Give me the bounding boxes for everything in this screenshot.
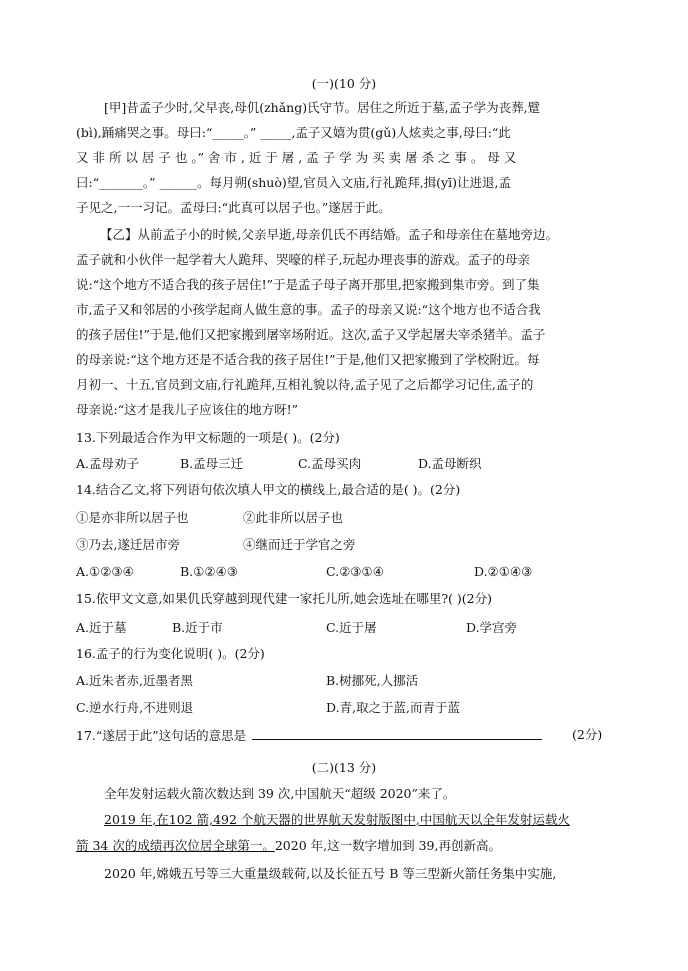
question-17-stem: 17.“遂居于此”这句话的意思是 — [76, 728, 247, 743]
question-13-option-c[interactable]: C.孟母买肉 — [298, 456, 362, 471]
question-14-option-d[interactable]: D.②①④③ — [474, 564, 533, 579]
passage-jia-line-2: (bì),踊痛哭之事。母曰:“_____。” _____,孟子又嬉为贯(gǔ)人炫卖之事,母曰:“此 — [76, 125, 511, 140]
passage-jia-line-3: 又 非 所 以 居 子 也 。” 舍 市 , 近 于 屠 , 孟 子 学 为 买 卖 屠 杀 之 事 。 母 又 — [76, 150, 517, 165]
question-14-item-2: ②此非所以居子也 — [243, 510, 344, 525]
section-2-paragraph-2-line-1: 2019 年,在102 箭,492 个航天器的世界航天发射版图中,中国航天以全年发射运载火 — [104, 812, 570, 827]
passage-yi-line-3: 说:“这个地方不适合我的孩子居住!”于是孟子母子离开那里,把家搬到集市旁。到了集 — [76, 277, 540, 292]
passage-jia-line-5: 子见之,一一习记。孟母曰:“此真可以居子也。”遂居于此。 — [76, 200, 391, 215]
question-14-option-a[interactable]: A.①②③④ — [76, 564, 134, 579]
question-14-option-c[interactable]: C.②③①④ — [326, 564, 384, 579]
question-13-stem: 13.下列最适合作为甲文标题的一项是( )。(2分) — [76, 430, 340, 445]
passage-yi-line-5: 的孩子居住!”于是,他们又把家搬到屠宰场附近。这次,孟子又学起屠夫宰杀猪羊。孟子 — [76, 327, 546, 342]
question-15-option-a[interactable]: A.近于墓 — [76, 620, 127, 635]
question-14-item-1: ①是亦非所以居子也 — [76, 510, 189, 525]
passage-yi-line-2: 孟子就和小伙伴一起学着大人跪拜、哭嚎的样子,玩起办理丧事的游戏。孟子的母亲 — [76, 252, 530, 267]
passage-yi-line-6: 的母亲说:“这个地方还是不适合我的孩子居住!”于是,他们又把家搬到了学校附近。每 — [76, 352, 540, 367]
question-16-option-b[interactable]: B.树挪死,人挪活 — [326, 673, 419, 688]
question-16-stem: 16.孟子的行为变化说明( )。(2分) — [76, 646, 265, 661]
question-17 — [76, 727, 548, 744]
section-2-paragraph-1: 全年发射运载火箭次数达到 39 次,中国航天“超级 2020”来了。 — [104, 786, 456, 801]
question-13-option-a[interactable]: A.孟母劝子 — [76, 456, 140, 471]
question-17-score: (2分) — [572, 727, 603, 742]
passage-yi-line-1: 【乙】从前孟子小的时候,父亲早逝,母亲仉氏不再结婚。孟子和母亲住在墓地旁边。 — [100, 227, 558, 242]
question-15-option-b[interactable]: B.近于市 — [172, 620, 223, 635]
question-16-option-a[interactable]: A.近朱者赤,近墨者黑 — [76, 673, 193, 688]
question-15-option-d[interactable]: D.学宫旁 — [466, 620, 518, 635]
passage-jia-line-1: [甲]昔孟子少时,父早丧,母仉(zhǎng)氏守节。居住之所近于墓,孟子学为丧葬,躄 — [104, 100, 541, 115]
section-2-paragraph-3: 2020 年,嫦娥五号等三大重量级载荷,以及长征五号 B 等三型新火箭任务集中实施, — [104, 866, 557, 881]
question-16-option-c[interactable]: C.逆水行舟,不进则退 — [76, 700, 194, 715]
question-14-item-4: ④继而迁于学官之旁 — [243, 537, 356, 552]
passage-yi-line-7: 月初一、十五,官员到文庙,行礼跪拜,互相礼貌以待,孟子见了之后都学习记住,孟子的 — [76, 377, 534, 392]
question-13-option-d[interactable]: D.孟母断织 — [418, 456, 482, 471]
question-14-item-3: ③乃去,遂迁居市旁 — [76, 537, 180, 552]
question-15-stem: 15.依甲文文意,如果仉氏穿越到现代建一家托儿所,她会选址在哪里?( )(2分) — [76, 591, 492, 606]
section-2-title: (二)(13 分) — [311, 760, 377, 775]
section-1-title: (一)(10 分) — [311, 76, 377, 91]
section-2-paragraph-2-rest: 2020 年,这一数字增加到 39,再创新高。 — [274, 838, 501, 853]
question-15-option-c[interactable]: C.近于屠 — [326, 620, 377, 635]
question-14-option-b[interactable]: B.①②④③ — [180, 564, 238, 579]
section-2-underlined-text: 箭 34 次的成绩再次位居全球第一。 — [76, 838, 275, 853]
passage-yi-line-4: 市,孟子又和邻居的小孩学起商人做生意的事。孟子的母亲又说:“这个地方也不适合我 — [76, 302, 541, 317]
passage-yi-line-8: 母亲说:“这才是我儿子应该住的地方呀!” — [76, 402, 299, 417]
passage-jia-line-4: 曰:“_______。” ______。每月朔(shuò)望,官员入文庙,行礼跪拜,揖(yī)让进退,孟 — [76, 175, 511, 190]
question-17-answer-line[interactable] — [252, 727, 542, 740]
question-13-option-b[interactable]: B.孟母三迁 — [180, 456, 244, 471]
question-14-stem: 14.结合乙文,将下列语句依次填人甲文的横线上,最合适的是( )。(2分) — [76, 482, 461, 497]
question-16-option-d[interactable]: D.青,取之于蓝,而青于蓝 — [326, 700, 460, 715]
section-2-paragraph-2-line-2 — [76, 838, 616, 854]
